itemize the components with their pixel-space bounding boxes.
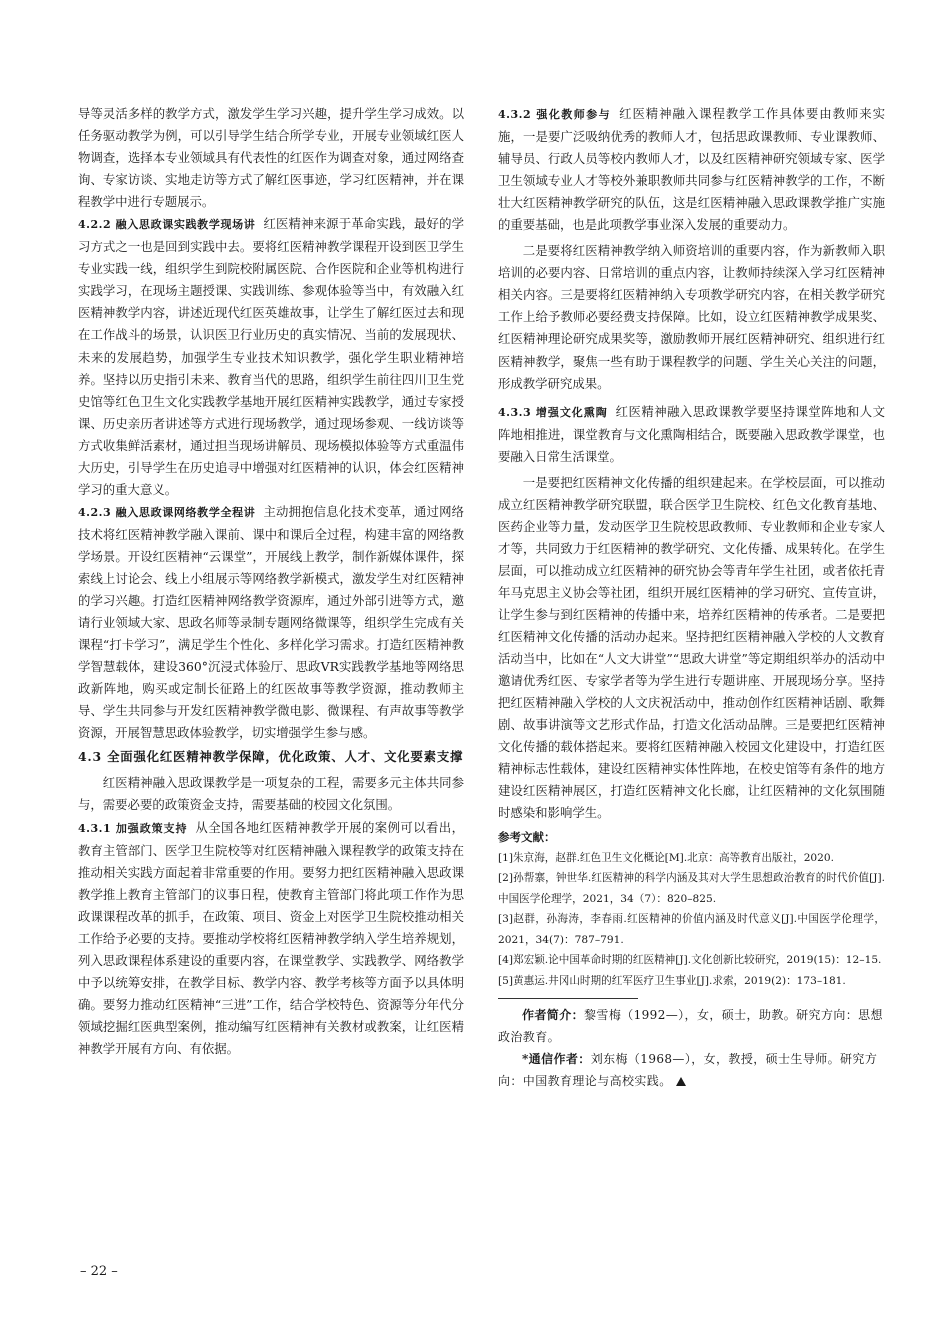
section-4-3-2-body: 红医精神融入课程教学工作具体要由教师来实施，一是要广泛吸纳优秀的教师人才，包括思政课教师、专业课教师、辅导员、行政人员等校内教师人才，以及红医精神研究领域专家、医学卫生领域专业人才等校外兼职教师共同参与红医精神教学的工作，不断壮大红医精神教学研究的队伍，这是红医精神融入思政课教学推广实施的重要基础，也是此项教学事业深入发展的重要动力。	[498, 106, 885, 233]
section-4-3-1	[78, 817, 464, 1061]
reference-item: [4]郑宏颖.论中国革命时期的红医精神[J].文化创新比较研究，2019(15)：12–15.	[498, 954, 882, 966]
section-4-3-2-title: 4.3.2 强化教师参与	[498, 108, 612, 121]
section-4-2-3-body: 主动拥抱信息化技术变革，通过网络技术将红医精神教学融入课前、课中和课后全过程，构建丰富的网络教学场景。开设红医精神“云课堂”，开展线上教学，制作新媒体课件，探索线上讨论会、线上小组展示等网络教学新模式，激发学生对红医精神的学习兴趣。打造红医精神网络教学资源库，通过外部引进等方式，邀请行业领域大家、思政名师等录制专题网络微课等，组织学生完成有关课程“打卡学习”，满足学生个性化、多样化学习需求。打造红医精神教学智慧载体，建设360°沉浸式体验厅、思政VR实践教学基地等网络思政新阵地，购买或定制长征路上的红医故事等教学资源，推动教师主导、学生共同参与开发红医精神教学微电影、微课程、有声故事等教学资源，开展智慧思政体验教学，切实增强学生参与感。	[78, 503, 465, 741]
author-label: 作者简介：	[522, 1008, 585, 1022]
section-4-3-3	[498, 401, 885, 468]
divider	[498, 998, 638, 999]
author-info	[498, 1004, 885, 1048]
reference-item: [3]赵群，孙海涛，李春雨.红医精神的价值内涵及时代意义[J].中国医学伦理学，2021，34(7)：787–791.	[498, 913, 885, 946]
right-column	[498, 103, 885, 1092]
section-4-2-2	[78, 213, 464, 501]
left-column	[78, 103, 464, 1060]
section-4-2-3-title: 4.2.3 融入思政课网络教学全程讲	[78, 505, 256, 519]
section-4-3-1-title: 4.3.1 加强政策支持	[78, 821, 188, 835]
section-4-3-3-paragraph-2: 一是要把红医精神文化传播的组织建起来。在学校层面，可以推动成立红医精神教学研究联盟，联合医学卫生院校、红色文化教育基地、医药企业等力量，发动医学卫生院校思政教师、专业教师和企业专家人才等，共同致力于红医精神的教学研究、文化传播、成果转化。在学生层面，可以推动成立红医精神的研究协会等青年学生社团，或者依托青年马克思主义协会等社团，组织开展红医精神的学习研究、宣传宣讲，让学生参与到红医精神的传播中来，培养红医精神的传承者。二是要把红医精神文化传播的活动办起来。坚持把红医精神融入学校的人文教育活动当中，比如在“人文大讲堂”“思政大讲堂”等定期组织举办的活动中邀请优秀红医、专家学者等为学生进行专题讲座、开展现场分享。坚持把红医精神融入学校的人文庆祝活动中，推动创作红医精神话剧、歌舞剧、故事讲演等文艺形式作品，打造文化活动品牌。三是要把红医精神文化传播的载体搭起来。要将红医精神融入校园文化建设中，打造红医精神标志性载体，建设红医精神实体性阵地，在校史馆等有条件的地方建设红医精神展区，打造红医精神文化长廊，让红医精神的文化氛围随时感染和影响学生。	[498, 474, 885, 821]
section-4-3-2	[498, 103, 885, 236]
section-4-2-2-body: 红医精神来源于革命实践，最好的学习方式之一也是回到实践中去。要将红医精神教学课程开设到医卫学生专业实践一线，组织学生到院校附属医院、合作医院和企业等机构进行实践学习，在现场主题授课、实践训练、参观体验等当中，有效融入红医精神教学内容，讲述近现代红医英雄故事，让学生了解红医过去和现在工作战斗的场景，认识医卫行业历史的真实情况、当前的发展现状、未来的发展趋势，加强学生专业技术知识教学，强化学生职业精神培养。坚持以历史指引未来、教育当代的思路，组织学生前往四川卫生党史馆等红色卫生文化实践教学基地开展红医精神实践教学，通过专家授课、历史亲历者讲述等方式进行现场教学，通过现场参观、一线访谈等方式收集鲜活素材，通过担当现场讲解员、现场模拟体验等方式重温伟大历史，引导学生在历史追寻中增强对红医精神的认识，体会红医精神学习的重大意义。	[78, 216, 465, 497]
section-4-2-2-title: 4.2.2 融入思政课实践教学现场讲	[78, 218, 256, 232]
reference-item: [5]黄惠运.井冈山时期的红军医疗卫生事业[J].求索，2019(2)：173–181.	[498, 974, 846, 987]
corresponding-author-text: 刘东梅（1968—），女，教授，硕士生导师。研究方向：中国教育理论与高校实践。	[498, 1052, 878, 1088]
corresponding-author-info	[498, 1048, 885, 1092]
reference-item: [1]朱京海，赵群.红色卫生文化概论[M].北京：高等教育出版社，2020.	[498, 851, 835, 864]
page-number: – 22 –	[80, 1264, 118, 1279]
references-title: 参考文献：	[498, 829, 556, 844]
section-4-3-body: 红医精神融入思政课教学是一项复杂的工程，需要多元主体共同参与，需要必要的政策资金支持，需要基础的校园文化氛围。	[78, 775, 464, 813]
paragraph-intro: 导等灵活多样的教学方式，激发学生学习兴趣，提升学生学习成效。以任务驱动教学为例，可以引导学生结合所学专业，开展专业领域红医人物调查，选择本专业领域具有代表性的红医作为调查对象，通过网络查询、专家访谈、实地走访等方式了解红医事迹，学习红医精神，并在课程教学中进行专题展示。	[78, 106, 464, 210]
corresponding-author-label: *通信作者：	[522, 1052, 591, 1066]
section-4-3-3-title: 4.3.3 增强文化熏陶	[498, 405, 608, 419]
section-4-3-2-paragraph-2: 二是要将红医精神教学纳入师资培训的重要内容，作为新教师入职培训的必要内容、日常培训的重点内容，让教师持续深入学习红医精神相关内容。三是要将红医精神纳入专项教学研究内容，在相关教学研究工作上给予教师必要经费支持保障。比如，设立红医精神教学成果奖、红医精神理论研究成果奖等，激励教师开展红医精神研究、组织进行红医精神教学，聚焦一些有助于课程教学的问题、学生关心关注的问题，形成教学研究成果。	[498, 243, 885, 391]
reference-item: [2]孙帮寨，钟世华.红医精神的科学内涵及其对大学生思想政治教育的时代价值[J].中国医学伦理学，2021，34（7）：820–825.	[498, 872, 885, 905]
author-text: 黎雪梅（1992—），女，硕士，助教。研究方向：思想政治教育。	[498, 1008, 883, 1044]
section-4-2-3	[78, 501, 464, 745]
end-mark-icon	[676, 1077, 686, 1086]
section-4-3-3-body: 红医精神融入思政课教学要坚持课堂阵地和人文阵地相推进，课堂教育与文化熏陶相结合，既要融入思政教学课堂，也要融入日常生活课堂。	[498, 403, 886, 464]
section-4-3-1-body: 从全国各地红医精神教学开展的案例可以看出，教育主管部门、医学卫生院校等对红医精神融入课程教学的政策支持在推动相关实践方面起着非常重要的作用。要努力把红医精神融入思政课教学推上教育主管部门的议事日程，使教育主管部门将此项工作作为思政课课程改革的抓手，在政策、项目、资金上对医学卫生院校推动相关工作给予必要的支持。要推动学校将红医精神教学纳入学生培养规划，列入思政课程体系建设的重要内容，在课堂教学、实践教学、网络教学中予以统筹安排，在教学目标、教学内容、教学考核等方面予以具体明确。要努力推动红医精神“三进”工作，结合学校特色、资源等分年代分领域挖掘红医典型案例，推动编写红医精神有关教材或教案，让红医精神教学开展有方向、有依据。	[78, 819, 465, 1056]
section-4-3-heading: 4.3 全面强化红医精神教学保障，优化政策、人才、文化要素支撑	[78, 749, 464, 765]
